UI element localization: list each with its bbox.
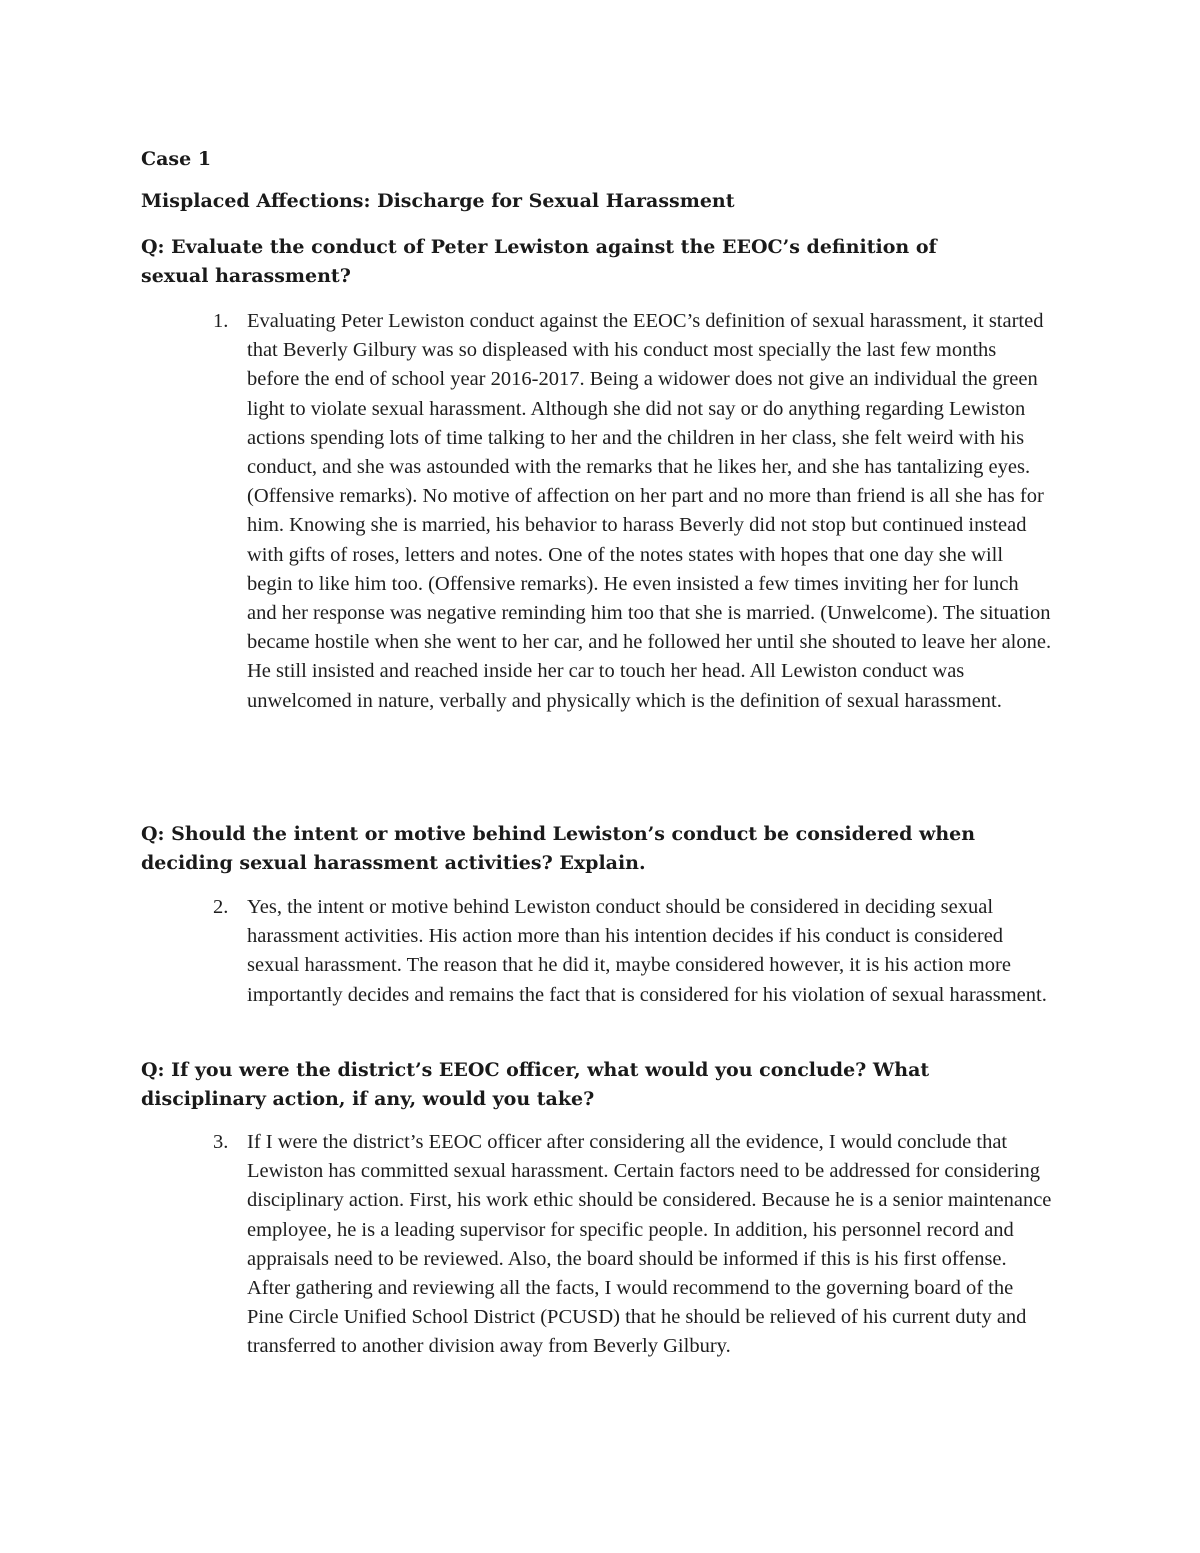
answer-2-text: Yes, the intent or motive behind Lewiston conduct should be considered in deciding sexual harassment activities. His action more than his intention decides if his conduct is considered sexual harassment. The reason that he did it, maybe considered however, it is his action more importantly decides and remains the fact that is considered for his violation of sexual harassment. xyxy=(247,896,1047,1006)
answer-3 xyxy=(213,1128,1053,1362)
answer-3-number: 3. xyxy=(213,1131,229,1153)
case-title: Case 1 xyxy=(141,148,212,170)
answer-1-number: 1. xyxy=(213,310,229,332)
answer-2-number: 2. xyxy=(213,896,229,918)
answer-1-text: Evaluating Peter Lewiston conduct against the EEOC’s definition of sexual harassment, it started that Beverly Gilbury was so displeased with his conduct most specially the last few months before the end of school year 2016-2017. Being a widower does not give an individual the green light to violate sexual harassment. Although she did not say or do anything regarding Lewiston actions spending lots of time talking to her and the children in her class, she felt weird with his conduct, and she was astounded with the remarks that he likes her, and she has tantalizing eyes. (Offensive remarks). No motive of affection on her part and no more than friend is all she has for him. Knowing she is married, his behavior to harass Beverly did not stop but continued instead with gifts of roses, letters and notes. One of the notes states with hopes that one day she will begin to like him too. (Offensive remarks). He even insisted a few times inviting her for lunch and her response was negative reminding him too that she is married. (Unwelcome). The situation became hostile when she went to her car, and he followed her until she shouted to leave her alone. He still insisted and reached inside her car to touch her head. All Lewiston conduct was unwelcomed in nature, verbally and physically which is the definition of sexual harassment. xyxy=(247,310,1052,712)
question-1: Q: Evaluate the conduct of Peter Lewiston against the EEOC’s definition of sexual harassment? xyxy=(141,236,937,287)
answer-2 xyxy=(213,893,1053,1010)
answer-3-text: If I were the district’s EEOC officer after considering all the evidence, I would conclude that Lewiston has committed sexual harassment. Certain factors need to be addressed for considering disciplinary action. First, his work ethic should be considered. Because he is a senior maintenance employee, he is a leading supervisor for specific people. In addition, his personnel record and appraisals need to be reviewed. Also, the board should be informed if this is his first offense. After gathering and reviewing all the facts, I would recommend to the governing board of the Pine Circle Unified School District (PCUSD) that he should be relieved of his current duty and transferred to another division away from Beverly Gilbury. xyxy=(247,1131,1052,1358)
case-subtitle: Misplaced Affections: Discharge for Sexual Harassment xyxy=(141,190,735,212)
answer-1 xyxy=(213,307,1053,716)
question-3: Q: If you were the district’s EEOC officer, what would you conclude? What disciplinary action, if any, would you take? xyxy=(141,1059,930,1110)
question-2: Q: Should the intent or motive behind Lewiston’s conduct be considered when deciding sexual harassment activities? Explain. xyxy=(141,823,976,874)
